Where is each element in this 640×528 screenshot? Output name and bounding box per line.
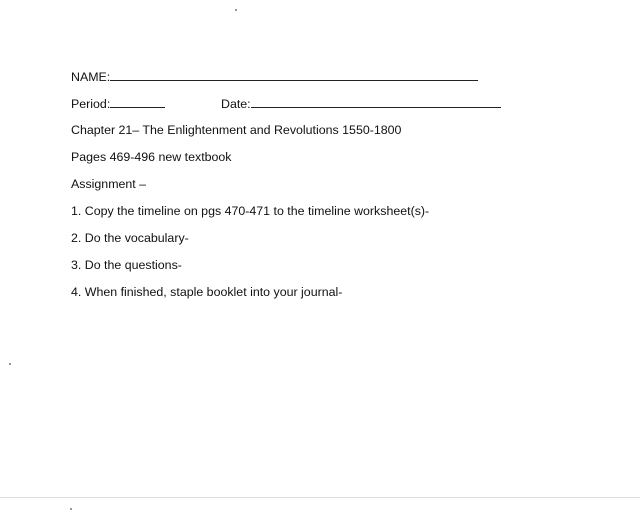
assignment-heading: Assignment – <box>71 177 147 191</box>
scan-speck <box>9 363 11 365</box>
name-line <box>71 69 478 85</box>
date-label: Date: <box>221 97 251 111</box>
period-blank <box>110 96 165 108</box>
scan-speck <box>235 9 237 11</box>
assignment-item: 1. Copy the timeline on pgs 470-471 to the timeline worksheet(s)- <box>71 204 430 218</box>
name-blank <box>110 69 478 81</box>
date-blank <box>251 96 501 108</box>
period-label: Period: <box>71 97 111 111</box>
chapter-title: Chapter 21– The Enlightenment and Revolutions 1550-1800 <box>71 123 402 137</box>
period-date-line <box>71 96 251 112</box>
assignment-item: 3. Do the questions- <box>71 258 182 272</box>
date-field <box>221 96 501 112</box>
assignment-item: 4. When finished, staple booklet into your journal- <box>71 285 343 299</box>
scan-speck <box>70 508 72 510</box>
name-label: NAME: <box>71 70 111 84</box>
assignment-item: 2. Do the vocabulary- <box>71 231 189 245</box>
pages-line: Pages 469-496 new textbook <box>71 150 232 164</box>
scan-crease <box>0 497 640 498</box>
